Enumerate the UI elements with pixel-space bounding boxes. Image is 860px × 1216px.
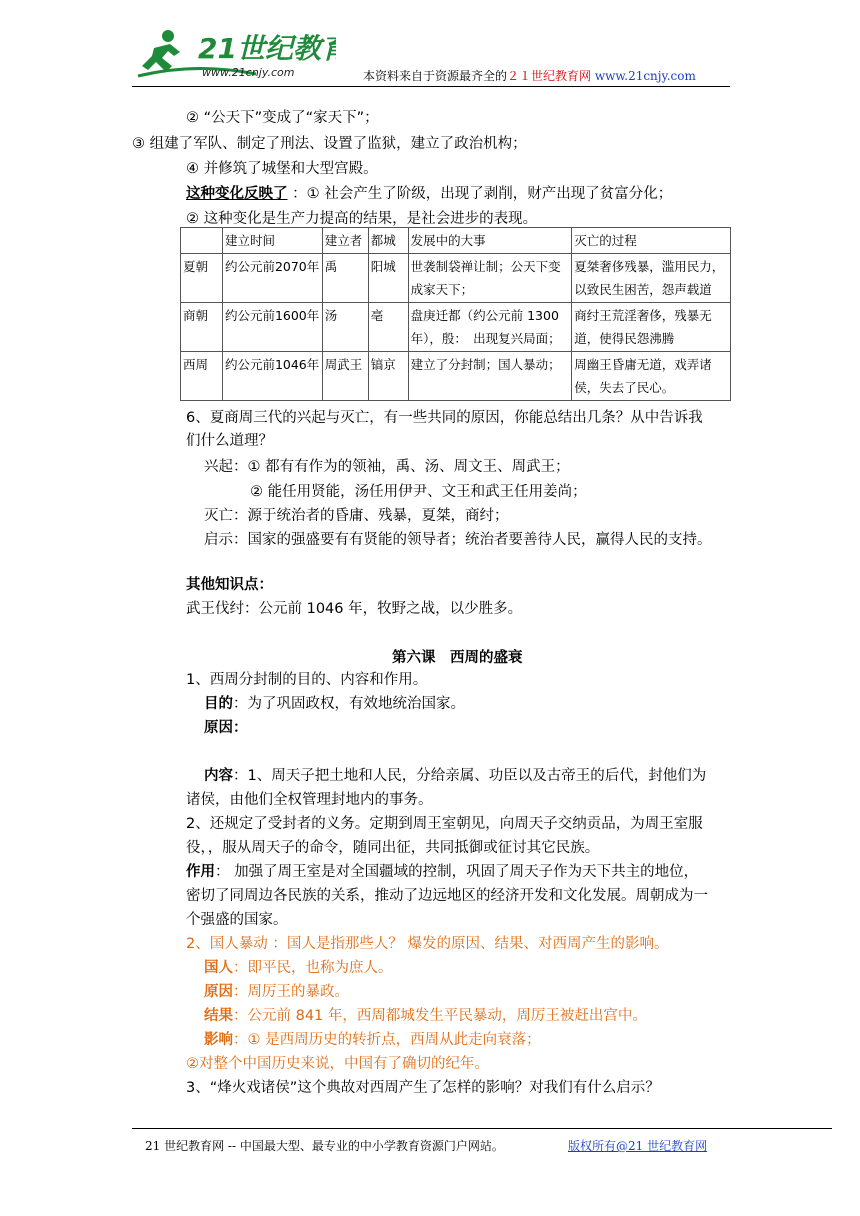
section-3: 3、“烽火戏诸侯”这个典故对西周产生了怎样的影响？对我们有什么启示？: [186, 1080, 660, 1096]
table-cell: 禹: [322, 254, 368, 303]
table-cell: 商朝: [181, 303, 223, 352]
cause-label: 原因: [204, 984, 233, 1000]
text-line: ② “公天下”变成了“家天下”；: [186, 110, 379, 126]
content-2b: 役，，服从周天子的命令，随同出征，共同抵御或征讨其它民族。: [186, 840, 600, 856]
content-label: 内容: [204, 768, 233, 784]
lesson-title: 第六课 西周的盛衰: [392, 650, 523, 666]
text-line: ④ 并修筑了城堡和大型宫殿。: [186, 161, 378, 177]
table-cell: 盘庚迁都（约公元前 1300年），殷： 出现复兴局面；: [408, 303, 572, 352]
other-knowledge-text: 武王伐纣：公元前 1046 年，牧野之战，以少胜多。: [186, 601, 523, 617]
effect-line-2: 密切了同周边各民族的关系，推动了边远地区的经济开发和文化发展。周朝成为一: [186, 888, 708, 904]
dynasty-table: [180, 227, 731, 401]
header-note: [363, 67, 696, 84]
table-header-cell: 都城: [368, 228, 408, 254]
cause-line: 原因：周厉王的暴政。: [204, 984, 349, 1000]
section-2: 2、国人暴动 ：国人是指那些人？ 爆发的原因、结果、对西周产生的影响。: [186, 936, 669, 952]
site-logo: [136, 22, 336, 84]
table-header-cell: 灭亡的过程: [572, 228, 731, 254]
logo-text: 21世纪教育: [198, 32, 336, 65]
change-reflect-label: 这种变化反映了: [186, 186, 288, 202]
header-note-url[interactable]: www.21cnjy.com: [594, 69, 696, 83]
guoren-line: 国人：即平民，也称为庶人。: [204, 960, 393, 976]
purpose-label: 目的: [204, 696, 233, 712]
table-cell: 建立了分封制；国人暴动；: [408, 352, 572, 401]
footer-divider: [132, 1128, 832, 1129]
text-line: ③ 组建了军队、制定了刑法、设置了监狱，建立了政治机构；: [132, 136, 527, 152]
effect-line-3: 个强盛的国家。: [186, 912, 288, 928]
answer-lesson: 启示：国家的强盛要有有贤能的领导者；统治者要善待人民，赢得人民的支持。: [204, 532, 712, 548]
table-cell: 西周: [181, 352, 223, 401]
copyright-link[interactable]: 版权所有@21 世纪教育网: [568, 1139, 708, 1153]
content-line-cont: 诸侯，由他们全权管理封地内的事务。: [186, 792, 433, 808]
footer-text: 21 世纪教育网 -- 中国最大型、最专业的中小学教育资源门户网站。: [145, 1139, 504, 1153]
question-6: 6、夏商周三代的兴起与灭亡，有一些共同的原因，你能总结出几条？从中告诉我: [186, 410, 703, 426]
impact-line: 影响：① 是西周历史的转折点，西周从此走向衰落；: [204, 1032, 541, 1048]
result-label: 结果: [204, 1008, 233, 1024]
question-6-cont: 们什么道理？: [186, 433, 273, 449]
logo-url: www.21cnjy.com: [202, 66, 295, 79]
impact-line-2: ②对整个中国历史来说，中国有了确切的纪年。: [186, 1056, 489, 1072]
answer-rise-2: ② 能任用贤能，汤任用伊尹、文王和武王任用姜尚；: [250, 484, 587, 500]
table-cell: 阳城: [368, 254, 408, 303]
effect-label: 作用: [186, 864, 215, 880]
answer-fall: 灭亡：源于统治者的昏庸、残暴，夏桀，商纣；: [204, 508, 509, 524]
result-line: 结果：公元前 841 年，西周都城发生平民暴动，周厉王被赶出宫中。: [204, 1008, 647, 1024]
table-cell: 夏朝: [181, 254, 223, 303]
table-cell: 约公元前1600年: [222, 303, 322, 352]
table-cell: 汤: [322, 303, 368, 352]
table-row: [181, 352, 731, 401]
table-header-cell: [181, 228, 223, 254]
table-row: [181, 303, 731, 352]
header-note-site: ２１世纪教育网: [507, 69, 592, 83]
guoren-label: 国人: [204, 960, 233, 976]
text-line: 这种变化反映了 ：① 社会产生了阶级，出现了剥削，财产出现了贫富分化；: [186, 186, 673, 202]
table-cell: 约公元前1046年: [222, 352, 322, 401]
table-cell: 夏桀奢侈残暴，滥用民力，以致民生困苦，怨声载道: [572, 254, 731, 303]
answer-rise-1: 兴起：① 都有有作为的领袖，禹、汤、周文王、周武王；: [204, 459, 570, 475]
header-note-prefix: 本资料来自于资源最齐全的: [363, 69, 508, 83]
header-divider: [132, 86, 730, 87]
table-cell: 世袭制袋禅让制；公天下变成家天下；: [408, 254, 572, 303]
section-1: 1、西周分封制的目的、内容和作用。: [186, 672, 428, 688]
table-header-cell: 建立者: [322, 228, 368, 254]
table-cell: 周幽王昏庸无道，戏弄诸侯，失去了民心。: [572, 352, 731, 401]
table-cell: 商纣王荒淫奢侈，残暴无道，使得民怨沸腾: [572, 303, 731, 352]
text-line: ② 这种变化是生产力提高的结果，是社会进步的表现。: [186, 211, 538, 227]
impact-label: 影响: [204, 1032, 233, 1048]
table-cell: 周武王: [322, 352, 368, 401]
table-cell: 镐京: [368, 352, 408, 401]
table-header-row: [181, 228, 731, 254]
effect-line: 作用： 加强了周王室是对全国疆域的控制，巩固了周天子作为天下共主的地位，: [186, 864, 699, 880]
table-cell: 亳: [368, 303, 408, 352]
table-header-cell: 发展中的大事: [408, 228, 572, 254]
content-line: 内容：1、周天子把土地和人民，分给亲属、功臣以及古帝王的后代，封他们为: [204, 768, 707, 784]
table-row: [181, 254, 731, 303]
table-header-cell: 建立时间: [222, 228, 322, 254]
table-cell: 约公元前2070年: [222, 254, 322, 303]
purpose-line: 目的：为了巩固政权，有效地统治国家。: [204, 696, 465, 712]
reason-label: 原因：: [204, 720, 248, 736]
other-knowledge-title: 其他知识点：: [186, 577, 273, 593]
content-2a: 2、还规定了受封者的义务。定期到周王室朝见，向周天子交纳贡品，为周王室服: [186, 816, 703, 832]
